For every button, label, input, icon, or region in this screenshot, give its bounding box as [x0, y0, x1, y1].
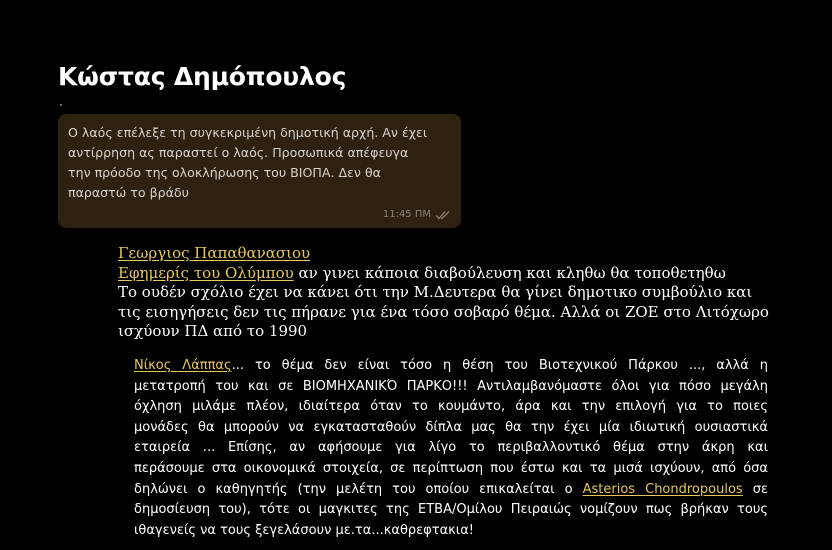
comment-text: περάσουμε στα οικονομικά στοιχεία, σε περίπτωση που έστω και τα μισά ισχύουν, από όσα — [134, 460, 768, 476]
comment-text: σε — [742, 481, 768, 497]
reply-text: ισχύουν ΠΔ από το 1990 — [118, 322, 308, 340]
comment-text: ιθαγενείς να τους ξεγελάσουν με.τα...καθρεφτακια! — [134, 522, 474, 538]
reply-author-link[interactable]: Γεωργιος Παπαθανασιου — [118, 244, 311, 262]
sender-name: Κώστας Δημόπουλος — [58, 62, 347, 91]
double-check-icon — [435, 210, 451, 220]
reply-text: Το ουδέν σχόλιο έχει να κάνει ότι την Μ.Δευτερα θα γίνει δημοτικο συμβούλιο και — [118, 283, 753, 301]
comment-text: εταιρεία ... Επίσης, αν αφήσουμε για λίγο το περιβαλλοντικό θέμα στην άκρη και — [134, 440, 768, 456]
message-meta — [383, 209, 451, 220]
message-line: αντίρρηση ας παραστεί ο λαός. Προσωπικά απέφευγα — [68, 145, 409, 160]
message-line: παραστώ το βράδυ — [68, 185, 189, 200]
reply-block — [118, 244, 769, 342]
message-bubble[interactable] — [58, 114, 461, 228]
comment-text: δηλώνει ο καθηγητής (την μελέτη του οποίου επικαλείται ο — [134, 481, 583, 497]
reply-text: αν γινει κάποια διαβούλευση και κληθω θα τοποθετηθω — [293, 263, 726, 282]
comment-block — [134, 356, 768, 541]
comment-text: δημοσίευση του), τότε οι μαγκιτες της ΕΤΒΑ/Ομίλου Πειραιώς νομίζουν πως βρήκαν τους — [134, 502, 768, 518]
asterios-link[interactable]: Asterios Chondropoulos — [582, 481, 743, 497]
comment-text: ... το θέμα δεν είναι τόσο η θέση του Βιοτεχνικού Πάρκου ..., αλλά η — [231, 358, 768, 373]
bubble-tail-mark — [60, 104, 62, 106]
message-time: 11:45 ΠΜ — [382, 209, 431, 220]
message-text — [68, 123, 460, 203]
comment-author-link[interactable]: Νίκος Λάππας — [134, 358, 232, 373]
message-line: την πρόοδο της ολοκλήρωσης του ΒΙΟΠΑ. Δεν θα — [68, 165, 381, 180]
comment-text: μονάδες θα μπορούν να εγκατασταθούν δίπλα μας θα την έχει μία ιδιωτική ουσιαστικά — [134, 419, 768, 435]
comment-text: όχληση μιλάμε πλέον, ιδιαίτερα όταν το κουμάντο, άρα και την επιλογή για το ποιες — [134, 399, 768, 415]
comment-text: μετατροπή του και σε ΒΙΟΜΗΧΑΝΙΚΌ ΠΑΡΚΟ!!! Αντιλαμβανόμαστε όλοι για πόσο μεγάλη — [134, 378, 768, 394]
mention-link[interactable]: Εφημερίς του Ολύμπου — [118, 263, 294, 282]
message-line: Ο λαός επέλεξε τη συγκεκριμένη δημοτική αρχή. Αν έχει — [68, 125, 428, 140]
reply-text: τις εισηγήσεις δεν τις πήρανε για ένα τόσο σοβαρό θέμα. Αλλά οι ΖΟΕ στο Λιτόχωρο — [118, 302, 769, 321]
